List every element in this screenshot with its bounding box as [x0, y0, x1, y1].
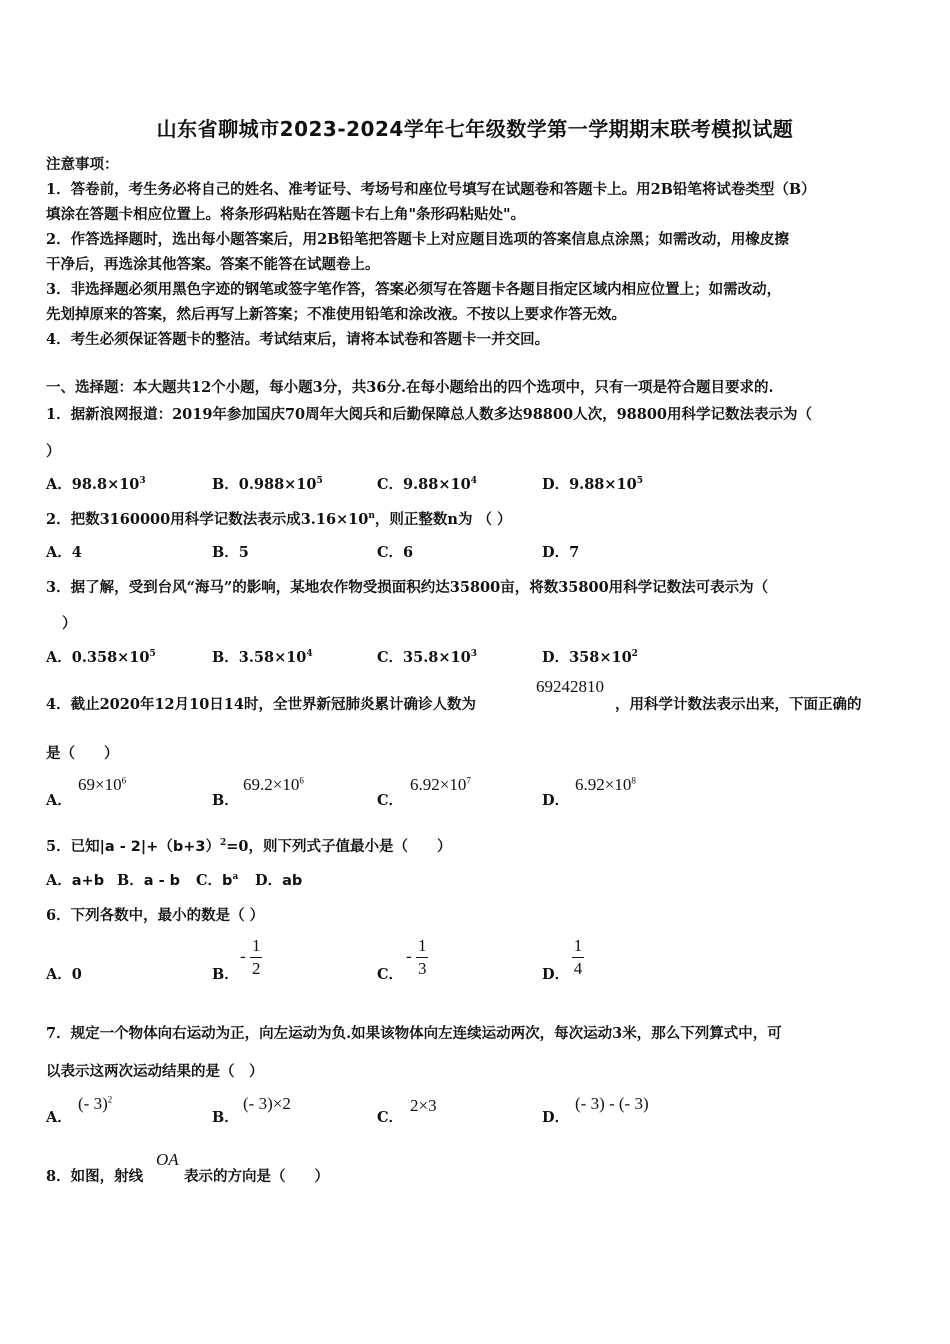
question-3-stem-end: ） — [62, 615, 77, 632]
q4-option-c-value: $6.92\times 10^7$ — [410, 775, 471, 794]
question-4-stem: 4．截止2020年12月10日14时，全世界新冠肺炎累计确诊人数为 — [46, 696, 476, 713]
q6-option-b-value: - $\frac{1}{2}$ — [240, 936, 261, 978]
q3-option-b[interactable]: B．$3.58\times 10^4$ — [212, 649, 313, 666]
question-8-stem: 8．如图，射线 — [46, 1168, 144, 1185]
notice-line: 填涂在答题卡相应位置上。将条形码粘贴在答题卡右上角"条形码粘贴处"。 — [46, 206, 526, 223]
q1-option-d[interactable]: D．$9.88\times 10^5$ — [542, 476, 643, 493]
q5-option-d[interactable]: D．ab — [255, 872, 303, 889]
q4-option-d[interactable]: D． — [542, 792, 570, 809]
question-2-stem: 2．把数3160000用科学记数法表示成$3.16\times 10^n$，则正整数n为 （ ） — [46, 511, 512, 528]
page-title: 山东省聊城市2023-2024学年七年级数学第一学期期末联考模拟试题 — [156, 117, 794, 141]
q3-option-c[interactable]: C．$35.8\times 10^3$ — [377, 649, 477, 666]
question-8-stem-cont: 表示的方向是（ ） — [184, 1168, 329, 1185]
notice-line: 4．考生必须保证答题卡的整洁。考试结束后，请将本试卷和答题卡一并交回。 — [46, 331, 550, 348]
q2-option-b[interactable]: B．5 — [212, 544, 249, 561]
question-1-stem: 1．据新浪网报道：2019年参加国庆70周年大阅兵和后勤保障总人数多达98800人次，98800用科学记数法表示为（ — [46, 406, 813, 423]
q4-option-a-value: $69\times 10^6$ — [78, 775, 127, 794]
q4-option-b[interactable]: B． — [212, 792, 239, 809]
notice-line: 2．作答选择题时，选出每小题答案后，用2B铅笔把答题卡上对应题目选项的答案信息点涂黑；如需改动，用橡皮擦 — [46, 231, 789, 248]
q8-ray-label: OA — [156, 1150, 179, 1169]
q7-option-c[interactable]: C． — [377, 1109, 404, 1126]
question-6-stem: 6．下列各数中，最小的数是（ ） — [46, 907, 265, 924]
q4-option-a[interactable]: A． — [46, 792, 72, 809]
question-7-stem: 7．规定一个物体向右运动为正，向左运动为负.如果该物体向左连续运动两次，每次运动3米，那么下列算式中，可 — [46, 1025, 782, 1042]
notice-line: 3．非选择题必须用黑色字迹的钢笔或签字笔作答，答案必须写在答题卡各题目指定区域内相应位置上；如需改动， — [46, 281, 782, 298]
q6-option-a[interactable]: A．0 — [46, 966, 82, 983]
q5-option-c[interactable]: C．$b^a$ — [196, 872, 239, 889]
q7-option-d[interactable]: D． — [542, 1109, 570, 1126]
notice-heading: 注意事项： — [46, 156, 119, 173]
q2-option-a[interactable]: A．4 — [46, 544, 82, 561]
q1-option-c[interactable]: C．$9.88\times 10^4$ — [377, 476, 477, 493]
q7-option-b-value: (- 3)×2 — [243, 1094, 291, 1113]
question-1-stem-end: ） — [46, 443, 61, 460]
q3-option-a[interactable]: A．$0.358\times 10^5$ — [46, 649, 156, 666]
q7-option-c-value: 2×3 — [410, 1096, 437, 1115]
q1-option-b[interactable]: B．$0.988\times 10^5$ — [212, 476, 323, 493]
question-3-stem: 3．据了解，受到台风“海马”的影响，某地农作物受损面积约达35800亩，将数35800用科学记数法可表示为（ — [46, 579, 769, 596]
question-5-stem: 5．已知$|a - 2|+(b+3)^2=0$，则下列式子值最小是（ ） — [46, 838, 452, 855]
q6-option-c-value: - $\frac{1}{3}$ — [406, 936, 427, 978]
q7-option-a[interactable]: A． — [46, 1109, 72, 1126]
q2-option-c[interactable]: C．6 — [377, 544, 414, 561]
notice-line: 1．答卷前，考生务必将自己的姓名、准考证号、考场号和座位号填写在试题卷和答题卡上。用2B铅笔将试卷类型（B） — [46, 181, 816, 198]
q1-option-a[interactable]: A．$98.8\times 10^3$ — [46, 476, 146, 493]
q3-option-d[interactable]: D．$358\times 10^2$ — [542, 649, 638, 666]
question-4-stem-cont: ，用科学计数法表示出来，下面正确的 — [615, 696, 862, 713]
q4-option-d-value: $6.92\times 10^8$ — [575, 775, 636, 794]
q6-option-c[interactable]: C． — [377, 966, 404, 983]
notice-line: 先划掉原来的答案，然后再写上新答案；不准使用铅笔和涂改液。不按以上要求作答无效。 — [46, 306, 626, 323]
q6-option-b[interactable]: B． — [212, 966, 239, 983]
q6-option-d[interactable]: D． — [542, 966, 570, 983]
section-heading: 一、选择题：本大题共12个小题，每小题3分，共36分.在每小题给出的四个选项中，只有一项是符合题目要求的. — [46, 379, 774, 396]
q4-number: 69242810 — [536, 677, 604, 696]
q4-option-b-value: $69.2\times 10^6$ — [243, 775, 304, 794]
notice-line: 干净后，再选涂其他答案。答案不能答在试题卷上。 — [46, 256, 380, 273]
question-4-stem-end: 是（ ） — [46, 745, 119, 762]
q2-option-d[interactable]: D．7 — [542, 544, 580, 561]
q6-option-d-value: $\frac{1}{4}$ — [573, 936, 583, 978]
q5-option-b[interactable]: B．a - b — [117, 872, 181, 889]
q4-option-c[interactable]: C． — [377, 792, 404, 809]
q5-option-a[interactable]: A．a+b — [46, 872, 105, 889]
q7-option-d-value: (- 3) - (- 3) — [575, 1094, 649, 1113]
question-7-stem-end: 以表示这两次运动结果的是（ ） — [46, 1063, 264, 1080]
q7-option-a-value: (- 3)$^2$ — [78, 1094, 113, 1113]
q7-option-b[interactable]: B． — [212, 1109, 239, 1126]
